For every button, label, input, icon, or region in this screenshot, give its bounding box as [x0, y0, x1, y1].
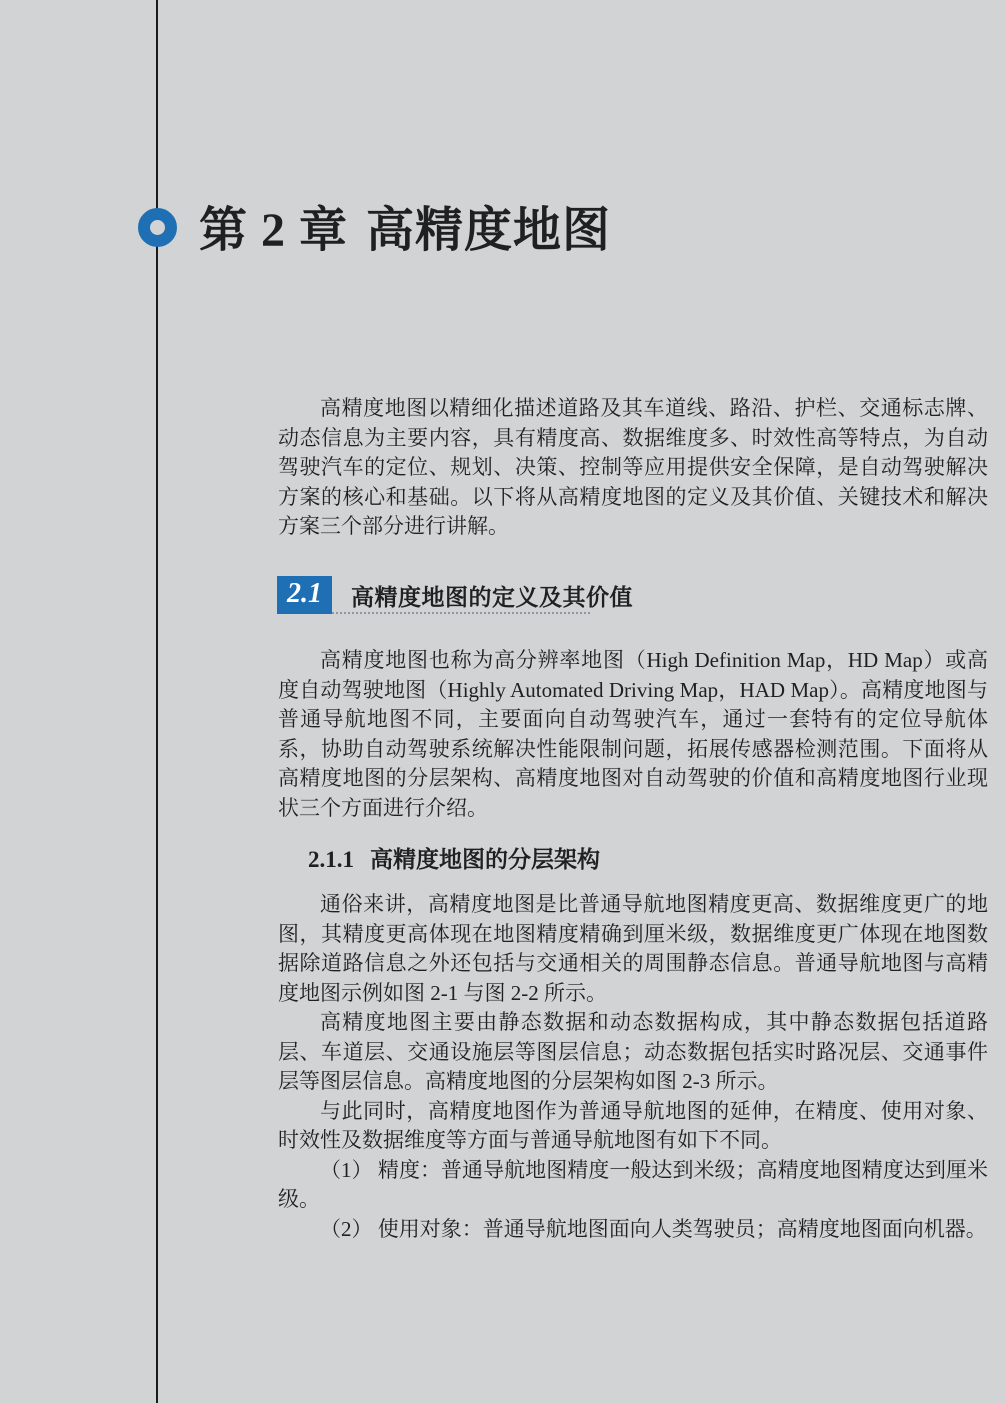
subsection-title: 高精度地图的分层架构: [370, 847, 600, 872]
subsection-heading-2-1-1: [308, 841, 600, 874]
subsection-2-1-1-body: [278, 890, 988, 1244]
paragraph: 高精度地图也称为高分辨率地图（High Definition Map，HD Map）或高度自动驾驶地图（Highly Automated Driving Map，HAD Map）。高精度地图与普通导航地图不同，主要面向自动驾驶汽车，通过一套特有的定位导航体系，协助自动驾驶系统解决性能限制问题，拓展传感器检测范围。下面将从高精度地图的分层架构、高精度地图对自动驾驶的价值和高精度地图行业现状三个方面进行介绍。: [278, 648, 988, 820]
paragraph: 高精度地图以精细化描述道路及其车道线、路沿、护栏、交通标志牌、动态信息为主要内容，具有精度高、数据维度多、时效性高等特点，为自动驾驶汽车的定位、规划、决策、控制等应用提供安全保障，是自动驾驶解决方案的核心和基础。以下将从高精度地图的定义及其价值、关键技术和解决方案三个部分进行讲解。: [278, 396, 988, 538]
chapter-heading: [199, 204, 611, 258]
list-item: （2） 使用对象：普通导航地图面向人类驾驶员；高精度地图面向机器。: [320, 1216, 987, 1241]
chapter-number: 第 2 章: [199, 204, 349, 257]
paragraph: 与此同时，高精度地图作为普通导航地图的延伸，在精度、使用对象、时效性及数据维度等方面与普通导航地图有如下不同。: [278, 1098, 988, 1152]
chapter-bullet-ring-icon: [138, 208, 177, 247]
subsection-number: 2.1.1: [308, 847, 354, 872]
section-heading-2-1: [277, 576, 633, 614]
list-item: （1） 精度：普通导航地图精度一般达到米级；高精度地图精度达到厘米级。: [278, 1157, 988, 1211]
section-dotted-underline: [332, 612, 590, 614]
section-number-badge: 2.1: [277, 576, 332, 614]
paragraph: 通俗来讲，高精度地图是比普通导航地图精度更高、数据维度更广的地图，其精度更高体现在地图精度精确到厘米级，数据维度更广体现在地图数据除道路信息之外还包括与交通相关的周围静态信息。普通导航地图与高精度地图示例如图 2-1 与图 2-2 所示。: [278, 892, 988, 1005]
section-title: 高精度地图的定义及其价值: [351, 583, 633, 610]
intro-paragraph-block: [278, 394, 988, 542]
chapter-title: 高精度地图: [366, 204, 612, 257]
section-2-1-paragraph-block: [278, 646, 988, 823]
paragraph: 高精度地图主要由静态数据和动态数据构成，其中静态数据包括道路层、车道层、交通设施层等图层信息；动态数据包括实时路况层、交通事件层等图层信息。高精度地图的分层架构如图 2-3 所示。: [278, 1010, 988, 1093]
